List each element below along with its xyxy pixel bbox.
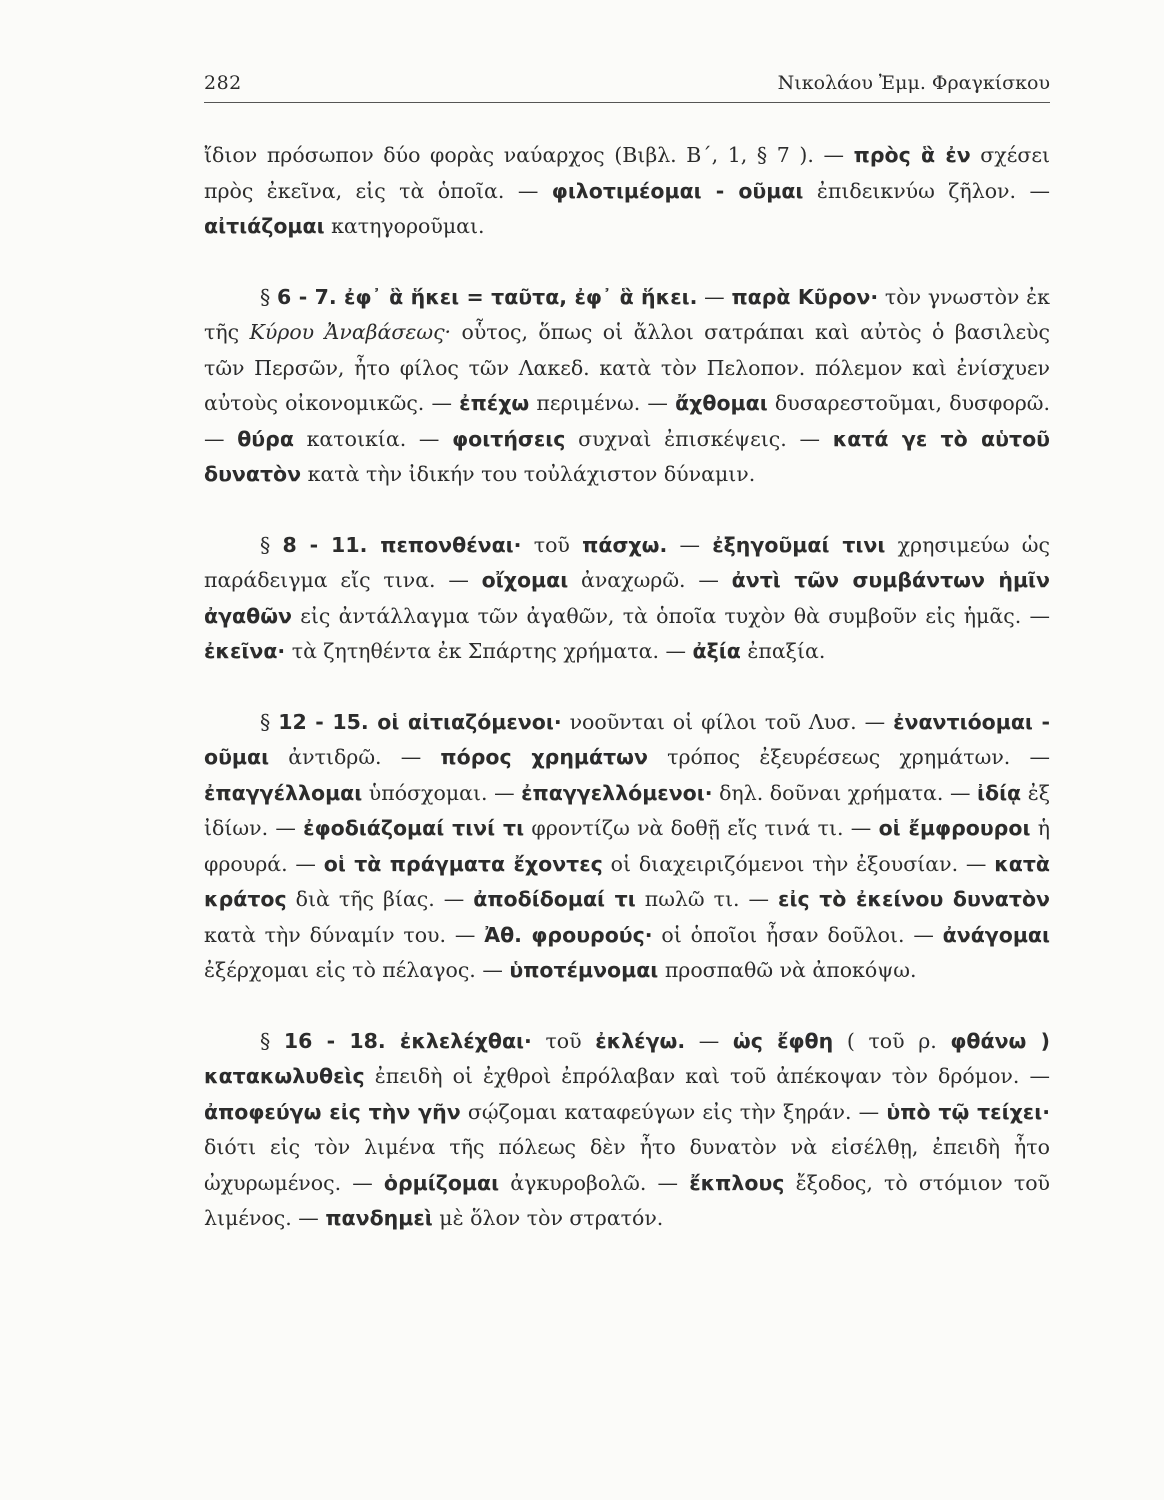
lemma-term: 8 - 11. πεπονθέναι· [282, 532, 522, 557]
lemma-term: ἐφοδιάζομαί τινί τι [303, 816, 525, 840]
gloss-text: χρησιμεύω ὡς παράδειγμα εἴς τινα. — [204, 532, 1050, 592]
lemma-term: πανδημεὶ [325, 1206, 433, 1230]
gloss-text: ἀναχωρῶ. — [568, 568, 732, 592]
gloss-text: δηλ. δοῦναι χρήματα. — [712, 780, 977, 805]
gloss-text: δυσαρεστοῦμαι, δυσφορῶ. — [204, 391, 1050, 451]
gloss-text: διότι εἰς τὸν λιμένα τῆς πόλεως δὲν ἦτο δυνατὸν νὰ εἰσέλθῃ, ἐπειδὴ ἦτο ὠχυρωμένος. — [204, 1135, 1050, 1195]
paragraph [204, 280, 1050, 493]
lemma-term: ὑπὸ τῷ τείχει· [886, 1099, 1050, 1124]
lemma-term: ἐπαγγέλλομαι [204, 780, 363, 805]
lemma-term: παρὰ Κῦρον· [731, 284, 879, 309]
gloss-text: ἔξοδος, τὸ στόμιον τοῦ λιμένος. — [204, 1170, 1050, 1230]
gloss-text: ἐπαξία. [740, 639, 826, 663]
gloss-text: τὸν γνωστὸν ἐκ τῆς [204, 284, 1050, 344]
lemma-term: ἐπέχω [459, 391, 530, 415]
gloss-text: — [667, 532, 713, 557]
lemma-term: ἐκλέγω. [595, 1028, 686, 1053]
lemma-term: κατά γε τὸ αὑτοῦ δυνατὸν [204, 426, 1050, 486]
lemma-term: ἐναντιόομαι - οῦμαι [204, 709, 1050, 769]
lemma-term: κατὰ κράτος [204, 851, 1051, 911]
lemma-term: ἐκεῖνα· [204, 639, 286, 663]
gloss-text: συχναὶ ἐπισκέψεις. — [565, 426, 833, 451]
gloss-text: ἐξ ἰδίων. — [204, 780, 1050, 840]
gloss-text: προσπαθῶ νὰ ἀποκόψω. [658, 958, 917, 982]
running-head: Νικολάου Ἐμμ. Φραγκίσκου [777, 72, 1050, 94]
paragraph [204, 1024, 1050, 1237]
gloss-text: ἐπειδὴ οἱ ἐχθροὶ ἐπρόλαβαν καὶ τοῦ ἀπέκοψαν τὸν δρόμον. — [364, 1064, 1050, 1088]
lemma-term: φιλοτιμέομαι - οῦμαι [551, 178, 804, 203]
lemma-term: ἀντὶ τῶν συμβάντων ἡμῖν ἀγαθῶν [204, 568, 1050, 628]
gloss-text: ἐξέρχομαι εἰς τὸ πέλαγος. — [204, 958, 510, 982]
gloss-text: σχέσει πρὸς ἐκεῖνα, εἰς τὰ ὁποῖα. — [204, 143, 1050, 203]
gloss-text: κατοικία. — [293, 426, 453, 451]
gloss-text: ἀντιδρῶ. — [269, 745, 441, 769]
gloss-text: ( τοῦ ρ. [833, 1028, 951, 1053]
lemma-term: αἰτιάζομαι [204, 214, 325, 238]
lemma-term: ἀποφεύγω εἰς τὴν γῆν [204, 1099, 461, 1124]
gloss-text: ἀγκυροβολῶ. — [499, 1170, 690, 1195]
lemma-term: ἀξία [692, 639, 741, 663]
gloss-text: οὗτος, ὅπως οἱ ἄλλοι σατράπαι καὶ αὐτὸς ὁ βασιλεὺς τῶν Περσῶν, ἦτο φίλος τῶν Λακεδ. κατὰ τὸν Πελοπον. πόλεμον καὶ ἐνίσχυεν αὐτοὺς οἰκονομικῶς. — [204, 320, 1051, 415]
lemma-term: 6 - 7. ἐφ᾽ ἃ ἥκει = ταῦτα, ἐφ᾽ ἃ ἥκει. [277, 284, 698, 309]
gloss-text: οἱ ὁποῖοι ἦσαν δοῦλοι. — [652, 922, 943, 947]
lemma-term: ὑποτέμνομαι [509, 958, 659, 982]
gloss-text: § [260, 1028, 284, 1053]
gloss-text: κατὰ τὴν δύναμίν του. — [204, 922, 485, 947]
gloss-text: πωλῶ τι. — [635, 887, 779, 911]
lemma-term: πάσχω. [582, 532, 668, 557]
gloss-text: ἴδιον πρόσωπον δύο φορὰς ναύαρχος (Βιβλ. Β΄, 1, § 7 ). — [204, 143, 854, 167]
lemma-term: οἱ τὰ πράγματα ἔχοντες [323, 851, 603, 876]
gloss-text: § [260, 709, 279, 734]
gloss-text: κατηγοροῦμαι. [324, 214, 485, 238]
paragraph [204, 138, 1050, 245]
lemma-term: ἐπαγγελλόμενοι· [521, 780, 713, 805]
lemma-term: ἰδίᾳ [977, 780, 1022, 805]
gloss-text: κατὰ τὴν ἰδικήν του τοὐλάχιστον δύναμιν. [301, 462, 756, 486]
gloss-text: τρόπος ἐξευρέσεως χρημάτων. — [647, 745, 1050, 769]
lemma-term: φοιτήσεις [452, 426, 566, 451]
lemma-term: εἰς τὸ ἐκείνου δυνατὸν [778, 887, 1051, 911]
lemma-term: ὁρμίζομαι [383, 1170, 500, 1195]
gloss-text: σῴζομαι καταφεύγων εἰς τὴν ξηράν. — [460, 1099, 887, 1124]
lemma-term: θύρα [237, 426, 294, 451]
lemma-term: φθάνω ) κατακωλυθεὶς [204, 1028, 1050, 1088]
gloss-text: τὰ ζητηθέντα ἐκ Σπάρτης χρήματα. — [285, 639, 693, 663]
gloss-text: § [260, 284, 278, 309]
gloss-text: περιμένω. — [529, 391, 676, 415]
paragraph [204, 705, 1050, 989]
italic-text: Κύρου Ἀναβάσεως· [249, 320, 452, 344]
lemma-term: οἴχομαι [481, 568, 569, 592]
page-number: 282 [204, 72, 242, 94]
gloss-text: διὰ τῆς βίας. — [286, 887, 474, 911]
lemma-term: πρὸς ἃ ἐν [853, 143, 971, 167]
gloss-text: νοοῦνται οἱ φίλοι τοῦ Λυσ. — [561, 709, 894, 734]
gloss-text: μὲ ὅλον τὸν στρατόν. [432, 1206, 664, 1230]
gloss-text: — [697, 284, 732, 309]
page-body [204, 138, 1050, 1237]
lemma-term: ἔκπλους [689, 1170, 785, 1195]
page-header [204, 66, 1050, 103]
lemma-term: πόρος χρημάτων [440, 745, 648, 769]
gloss-text: ἡ φρουρά. — [204, 816, 1050, 876]
gloss-text: εἰς ἀντάλλαγμα τῶν ἀγαθῶν, τὰ ὁποῖα τυχὸν θὰ συμβοῦν εἰς ἡμᾶς. — [292, 603, 1050, 628]
gloss-text: τοῦ [521, 532, 583, 557]
lemma-term: ἀνάγομαι [942, 922, 1050, 947]
gloss-text: τοῦ [531, 1028, 596, 1053]
lemma-term: ἐξηγοῦμαί τινι [712, 532, 886, 557]
lemma-term: 16 - 18. ἐκλελέχθαι· [283, 1028, 532, 1053]
gloss-text: § [260, 532, 283, 557]
lemma-term: ὡς ἔφθη [732, 1028, 834, 1053]
lemma-term: 12 - 15. οἱ αἰτιαζόμενοι· [278, 709, 562, 734]
gloss-text: — [685, 1028, 733, 1053]
lemma-term: Ἀθ. φρουρούς· [484, 922, 653, 947]
lemma-term: ἀποδίδομαί τι [473, 887, 636, 911]
gloss-text: φροντίζω νὰ δοθῇ εἴς τινά τι. — [524, 816, 879, 840]
lemma-term: ἄχθομαι [675, 391, 768, 415]
gloss-text: ἐπιδεικνύω ζῆλον. — [803, 178, 1050, 203]
gloss-text: ὑπόσχομαι. — [362, 780, 522, 805]
gloss-text: οἱ διαχειριζόμενοι τὴν ἐξουσίαν. — [602, 851, 995, 876]
lemma-term: οἱ ἔμφρουροι [878, 816, 1031, 840]
paragraph [204, 528, 1050, 670]
